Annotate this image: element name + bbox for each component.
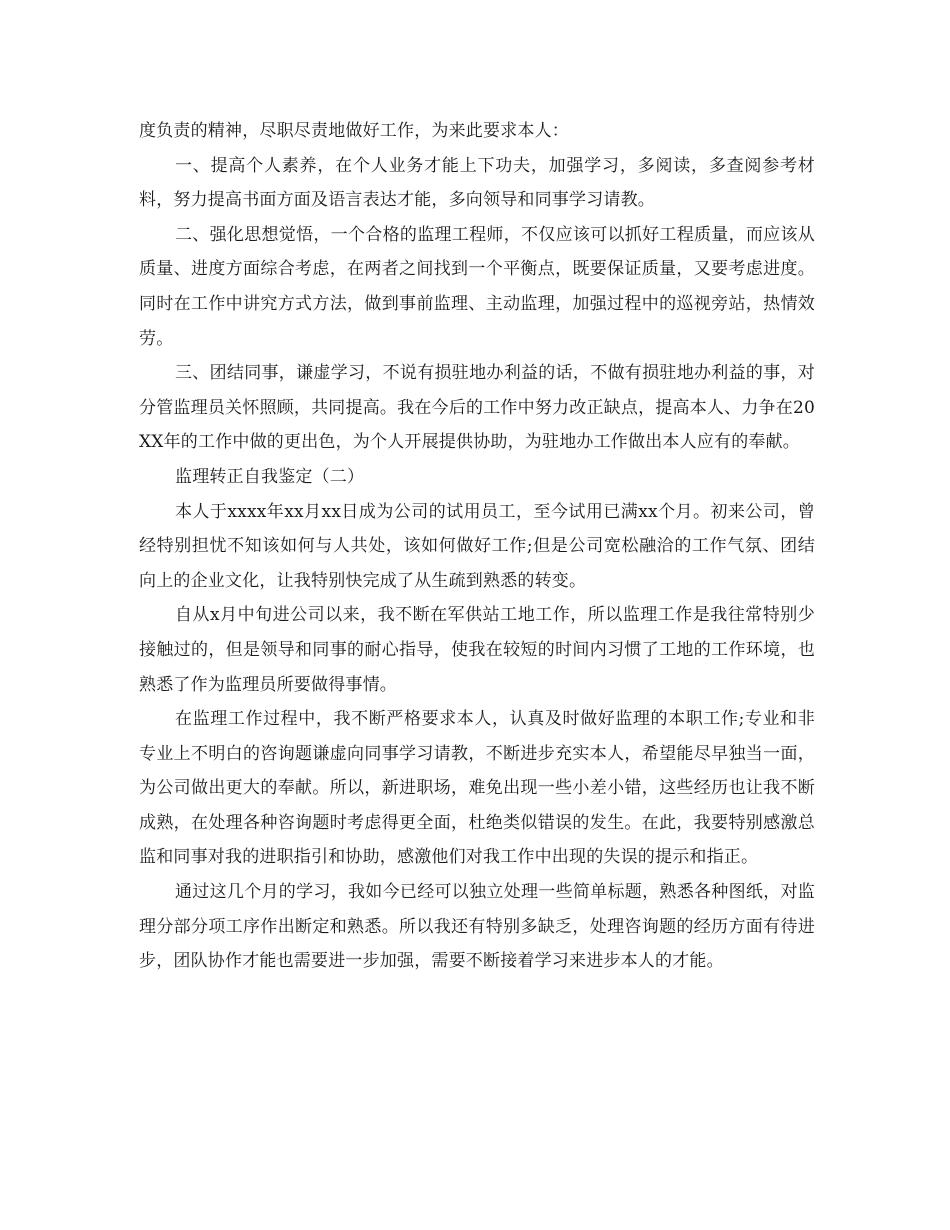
- paragraph-intro: 本人于xxxx年xx月xx日成为公司的试用员工，至今试用已满xx个月。初来公司，曾经特别担忧不知该如何与人共处，该如何做好工作;但是公司宽松融洽的工作气氛、团结向上的企业文化，让我特别快完成了从生疏到熟悉的转变。: [139, 501, 815, 591]
- paragraph-summary: 通过这几个月的学习，我如今已经可以独立处理一些简单标题，熟悉各种图纸，对监理分部分项工序作出断定和熟悉。所以我还有特别多缺乏，处理咨询题的经历方面有待进步，团队协作才能也需要进一步加强，需要不断接着学习来进步本人的才能。: [139, 882, 815, 972]
- paragraph-item-3: 三、团结同事，谦虚学习，不说有损驻地办利益的话，不做有损驻地办利益的事，对分管监理员关怀照顾，共同提高。我在今后的工作中努力改正缺点，提高本人、力争在20XX年的工作中做的更出色，为个人开展提供协助，为驻地办工作做出本人应有的奉献。: [139, 363, 815, 453]
- paragraph-site-work: 自从x月中旬进公司以来，我不断在军供站工地工作，所以监理工作是我往常特别少接触过的，但是领导和同事的耐心指导，使我在较短的时间内习惯了工地的工作环境，也熟悉了作为监理员所要做得事情。: [139, 605, 815, 695]
- section-title: 监理转正自我鉴定（二）: [175, 466, 365, 487]
- paragraph-process: 在监理工作过程中，我不断严格要求本人，认真及时做好监理的本职工作;专业和非专业上不明白的咨询题谦虚向同事学习请教，不断进步充实本人，希望能尽早独当一面，为公司做出更大的奉献。所以，新进职场，难免出现一些小差小错，这些经历也让我不断成熟，在处理各种咨询题时考虑得更全面，杜绝类似错误的发生。在此，我要特别感激总监和同事对我的进职指引和协助，感激他们对我工作中出现的失误的提示和指正。: [139, 709, 815, 868]
- paragraph-item-1: 一、提高个人素养，在个人业务才能上下功夫，加强学习，多阅读，多查阅参考材料，努力提高书面方面及语言表达才能，多向领导和同事学习请教。: [139, 155, 815, 211]
- paragraph-item-2: 二、强化思想觉悟，一个合格的监理工程师，不仅应该可以抓好工程质量，而应该从质量、进度方面综合考虑，在两者之间找到一个平衡点，既要保证质量，又要考虑进度。同时在工作中讲究方式方法，做到事前监理、主动监理，加强过程中的巡视旁站，热情效劳。: [139, 224, 815, 349]
- paragraph-continuation: 度负责的精神，尽职尽责地做好工作，为来此要求本人：: [139, 121, 569, 141]
- document-body: [139, 114, 815, 979]
